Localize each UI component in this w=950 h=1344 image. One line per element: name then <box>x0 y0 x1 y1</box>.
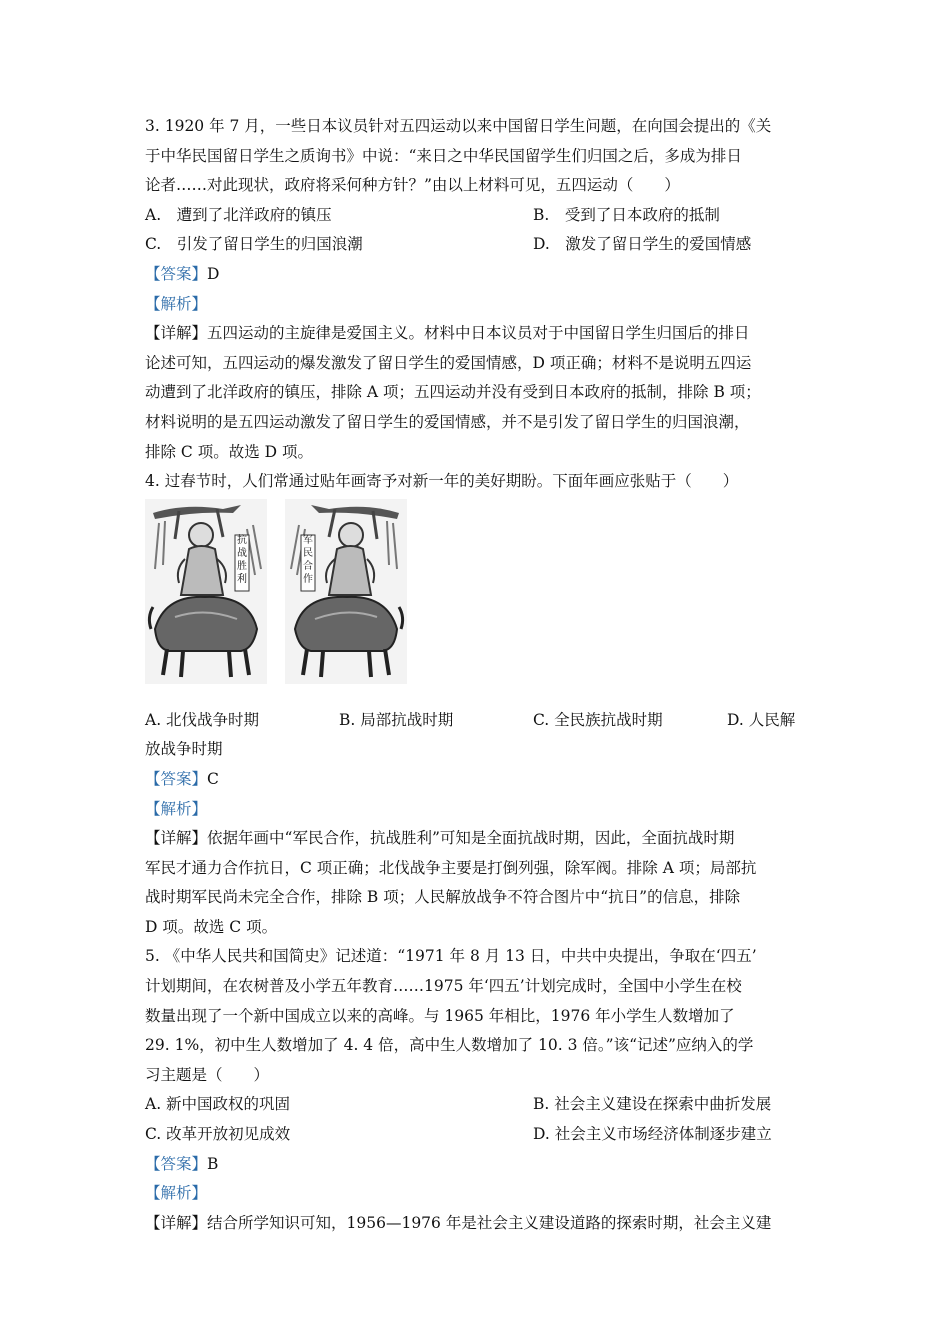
q5-option-d: D. 社会主义市场经济体制逐步建立 <box>533 1125 772 1144</box>
left-picture-caption: 抗 <box>237 534 247 546</box>
svg-text:民: 民 <box>303 547 313 559</box>
q3-answer <box>145 260 805 290</box>
svg-text:合: 合 <box>303 560 313 572</box>
q3-detail-line: 材料说明的是五四运动激发了留日学生的爱国情感，并不是引发了留日学生的归国浪潮， <box>145 412 750 431</box>
detail-tag: 【详解】 <box>145 324 208 343</box>
q3-detail-line <box>145 319 805 349</box>
svg-text:胜: 胜 <box>237 560 247 572</box>
q5-answer-value: B <box>207 1154 219 1173</box>
q4-analysis-tag: 【解析】 <box>145 799 208 818</box>
new-year-picture-right <box>285 499 407 684</box>
q5-options-row <box>145 1120 805 1150</box>
q3-detail-line: 论述可知，五四运动的爆发激发了留日学生的爱国情感，D 项正确；材料不是说明五四运 <box>145 353 752 372</box>
q4-option-d: D. 人民解 <box>727 710 796 729</box>
svg-text:作: 作 <box>303 573 313 585</box>
q5-answer <box>145 1150 805 1180</box>
q5-stem-line: 数量出现了一个新中国成立以来的高峰。与 1965 年相比，1976 年小学生人数增加了 <box>145 1006 735 1025</box>
right-picture-caption: 军 <box>303 534 313 546</box>
detail-tag: 【详解】 <box>145 829 208 848</box>
q4-detail-line <box>145 824 805 854</box>
q5-detail-line <box>145 1209 805 1239</box>
q3-option-c: C. 引发了留日学生的归国浪潮 <box>145 235 363 254</box>
q4-option-d-wrap: 放战争时期 <box>145 740 223 759</box>
answer-tag: 【答案】 <box>145 769 208 788</box>
q4-stem-line: 4. 过春节时，人们常通过贴年画寄予对新一年的美好期盼。下面年画应张贴于（ ） <box>145 472 739 491</box>
q5-detail-text: 结合所学知识可知，1956—1976 年是社会主义建设道路的探索时期，社会主义建 <box>207 1213 772 1232</box>
q5-stem-line: 计划期间，在农树普及小学五年教育……1975 年‘四五’计划完成时，全国中小学生在校 <box>145 977 742 996</box>
q4-detail-line: 战时期军民尚未完全合作，排除 B 项；人民解放战争不符合图片中“抗日”的信息，排除 <box>145 888 741 907</box>
q3-detail-line: 动遭到了北洋政府的镇压，排除 A 项；五四运动并没有受到日本政府的抵制，排除 B 项； <box>145 383 761 402</box>
q3-option-b: B. 受到了日本政府的抵制 <box>533 205 720 224</box>
svg-text:战: 战 <box>237 547 247 559</box>
q3-detail-text: 五四运动的主旋律是爱国主义。材料中日本议员对于中国留日学生归国后的排日 <box>207 324 750 343</box>
q3-detail-line: 排除 C 项。故选 D 项。 <box>145 442 313 461</box>
q5-option-c: C. 改革开放初见成效 <box>145 1125 291 1144</box>
q4-option-a: A. 北伐战争时期 <box>145 710 260 729</box>
q4-new-year-pictures <box>145 499 805 705</box>
detail-tag: 【详解】 <box>145 1213 208 1232</box>
answer-tag: 【答案】 <box>145 264 208 283</box>
q5-options-row <box>145 1090 805 1120</box>
q3-option-d: D. 激发了留日学生的爱国情感 <box>533 235 752 254</box>
q3-options-row <box>145 201 805 231</box>
q3-stem-line: 于中华民国留日学生之质询书》中说：“来日之中华民国留学生们归国之后，多成为排日 <box>145 146 742 165</box>
q4-option-c: C. 全民族抗战时期 <box>533 710 663 729</box>
q4-detail-line: 军民才通力合作抗日，C 项正确；北伐战争主要是打倒列强，除军阀。排除 A 项；局部抗 <box>145 858 757 877</box>
q4-detail-text: 依据年画中“军民合作，抗战胜利”可知是全面抗战时期，因此，全面抗战时期 <box>207 829 735 848</box>
q3-stem-line: 3. 1920 年 7 月，一些日本议员针对五四运动以来中国留日学生问题，在向国会提出的《关 <box>145 117 772 135</box>
document-content <box>145 112 805 1238</box>
q5-stem-line: 习主题是（ ） <box>145 1065 270 1084</box>
q5-option-b: B. 社会主义建设在探索中曲折发展 <box>533 1095 772 1114</box>
q4-answer <box>145 765 805 795</box>
q3-analysis-tag: 【解析】 <box>145 294 208 313</box>
q4-answer-value: C <box>207 769 219 788</box>
q5-analysis-tag: 【解析】 <box>145 1184 208 1203</box>
q3-answer-value: D <box>207 264 220 283</box>
q5-stem-line: 5. 《中华人民共和国简史》记述道：“1971 年 8 月 13 日，中共中央提出，争取在‘四五’ <box>145 947 757 966</box>
q4-options-row <box>145 706 805 736</box>
svg-text:利: 利 <box>237 573 247 585</box>
q5-option-a: A. 新中国政权的巩固 <box>145 1095 291 1114</box>
q3-stem-line: 论者……对此现状，政府将采何种方针？”由以上材料可见，五四运动（ ） <box>145 176 680 195</box>
answer-tag: 【答案】 <box>145 1154 208 1173</box>
q3-option-a: A. 遭到了北洋政府的镇压 <box>145 205 332 224</box>
q4-option-b: B. 局部抗战时期 <box>339 710 454 729</box>
q3-options-row <box>145 230 805 260</box>
q4-detail-line: D 项。故选 C 项。 <box>145 917 278 936</box>
q5-stem-line: 29. 1%，初中生人数增加了 4. 4 倍，高中生人数增加了 10. 3 倍。”该“记述”应纳入的学 <box>145 1036 754 1055</box>
new-year-picture-left <box>145 499 267 684</box>
